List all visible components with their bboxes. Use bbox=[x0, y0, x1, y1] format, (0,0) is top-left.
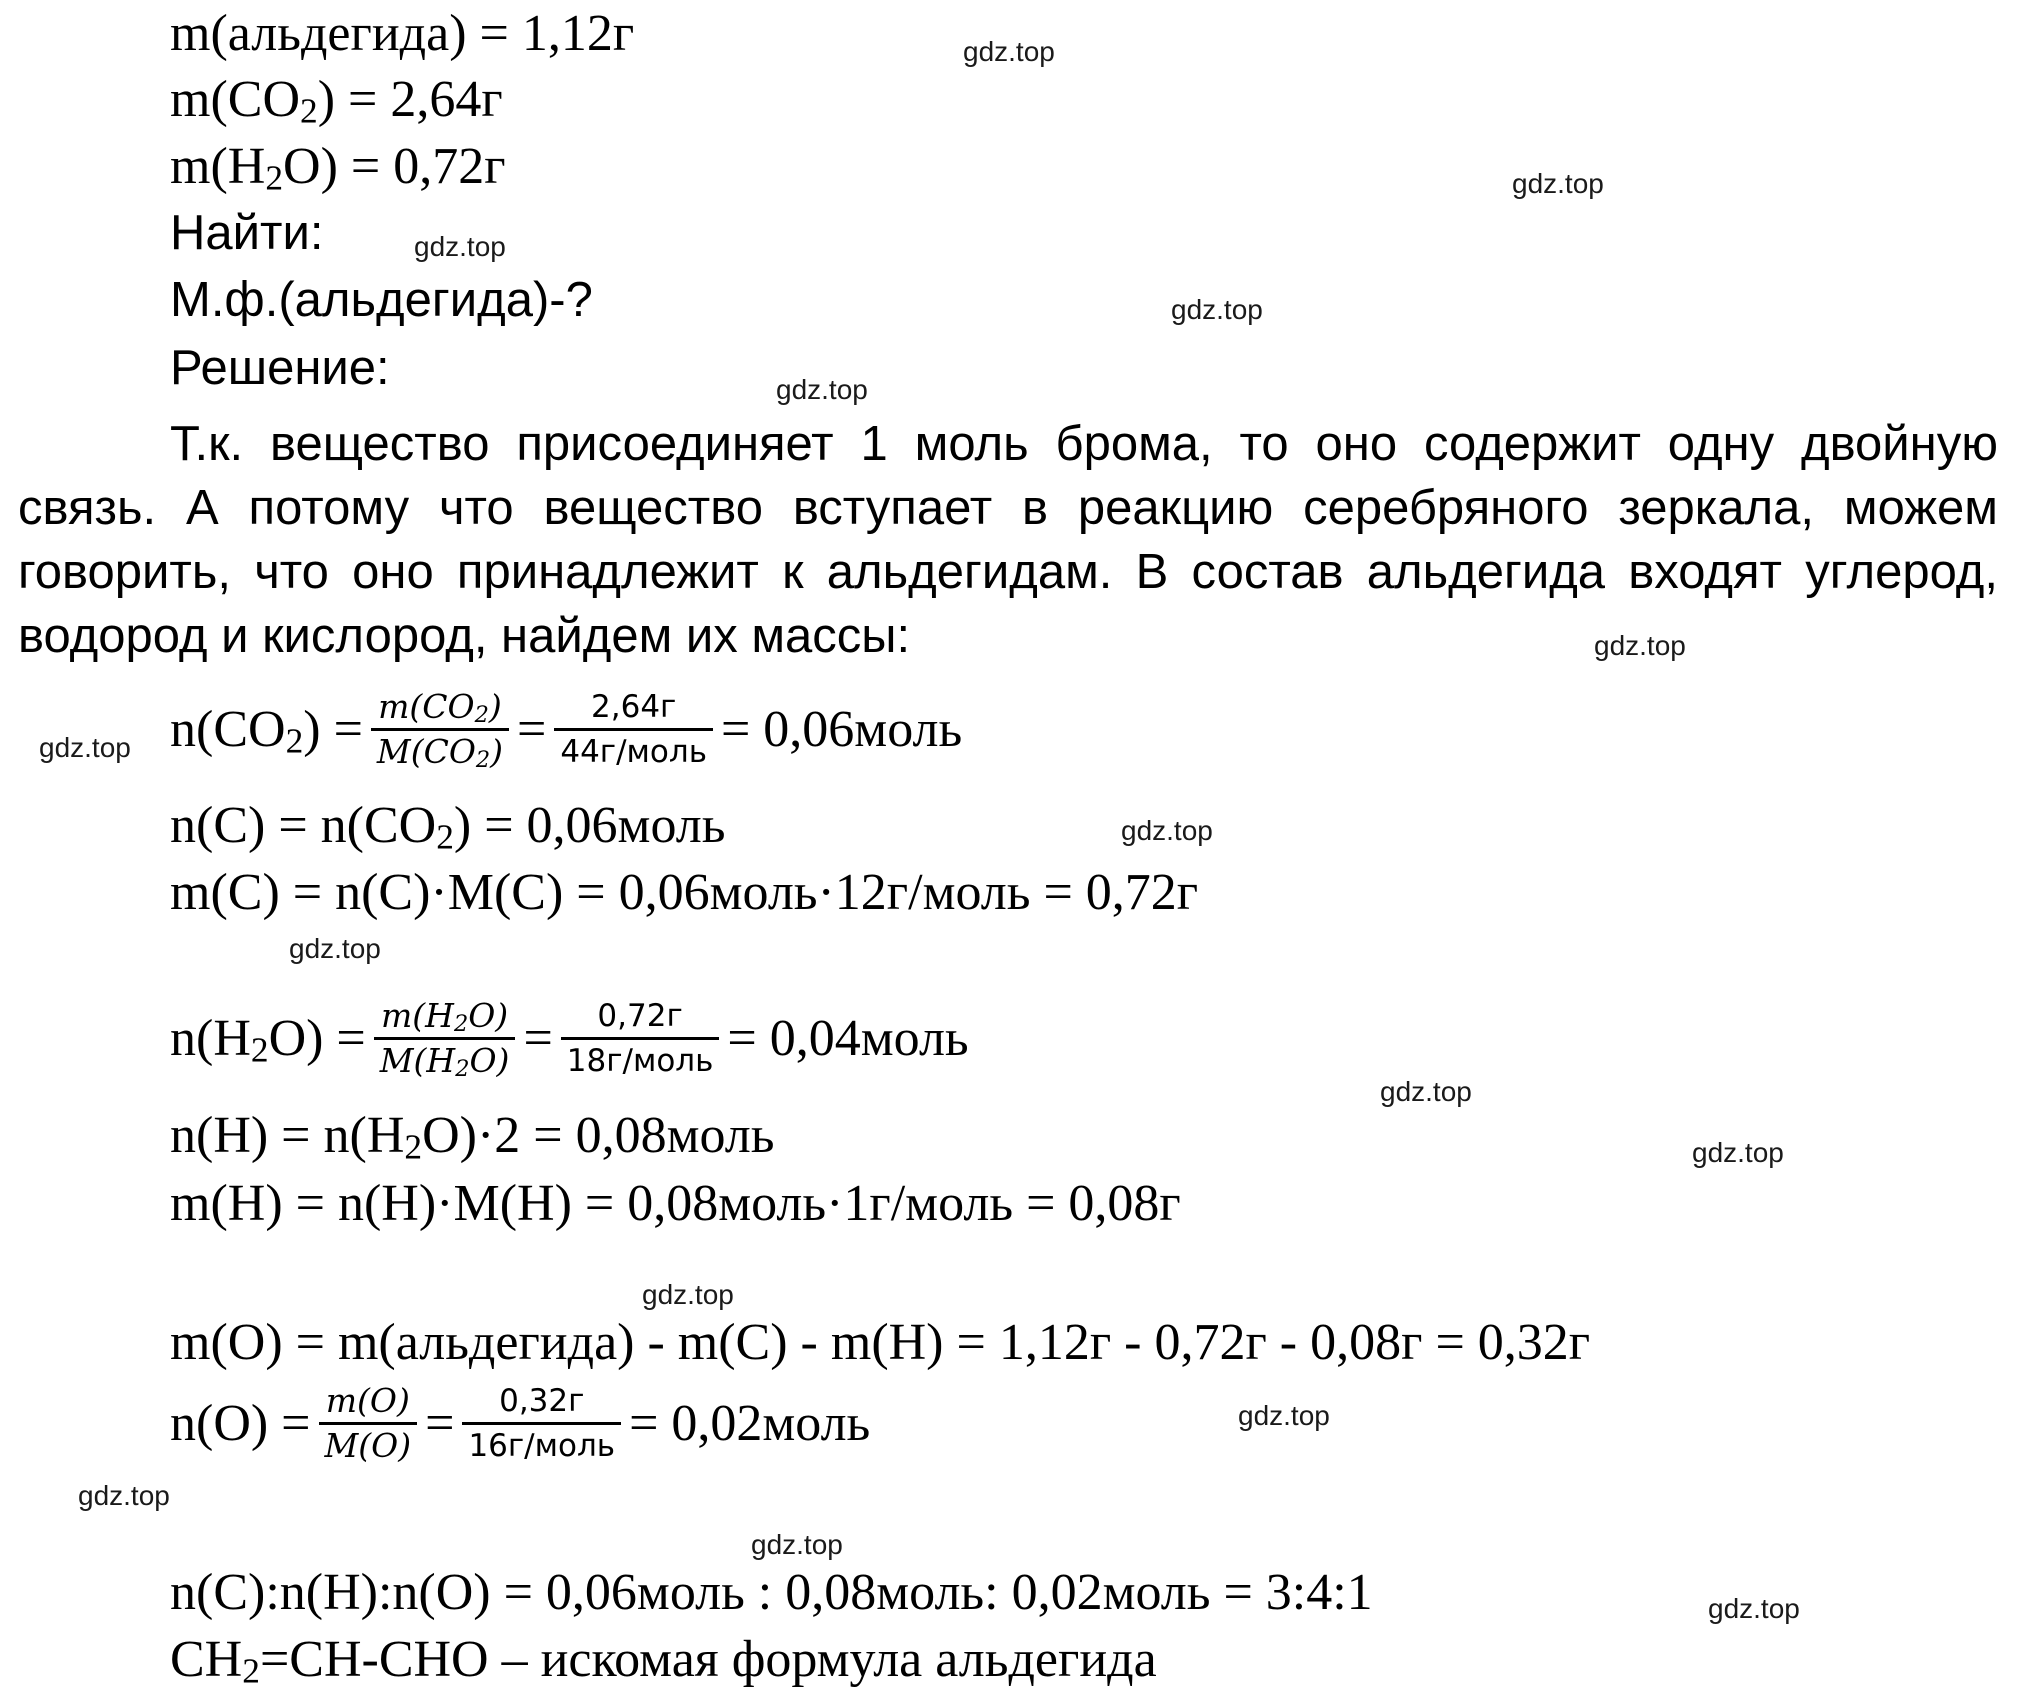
watermark: gdz.top bbox=[1121, 815, 1213, 846]
equation-m-o: m(O) = m(альдегида) - m(C) - m(H) = 1,12г - 0,72г - 0,08г = 0,32г bbox=[170, 1314, 1591, 1371]
watermark: gdz.top bbox=[963, 36, 1055, 67]
watermark: gdz.top bbox=[1594, 630, 1686, 661]
fraction-mass-over-molar-h2o: $\frac{m(H_2O)}{M(H_2O)}$ bbox=[374, 995, 516, 1082]
watermark: gdz.top bbox=[751, 1529, 843, 1560]
watermark: gdz.top bbox=[78, 1480, 170, 1511]
fraction-values-co2: $\frac{2,64г}{\text{44г/моль}}$ bbox=[554, 686, 713, 773]
equation-n-co2: $n(CO_2)$ = $\frac{m(CO_2)}{M(CO_2)}$ = $\frac{2,64г}{\text{44г/моль}}$ = 0,06моль bbox=[170, 687, 963, 774]
equation-n-h: $n(H) = n(H_2O)\cdot 2$ = 0,08моль bbox=[170, 1107, 775, 1167]
result-formula: $CH_2=CH$-CHO – искомая формула альдегида bbox=[170, 1631, 1157, 1691]
equation-m-c: m(C) = n(C)·M(C) = 0,06моль·12г/моль = 0,72г bbox=[170, 864, 1199, 921]
given-aldehyde-mass: m(альдегида) = 1,12г bbox=[170, 5, 635, 62]
fraction-mass-over-molar-co2: $\frac{m(CO_2)}{M(CO_2)}$ bbox=[371, 686, 509, 773]
find-label: Найти: bbox=[170, 206, 324, 260]
explanation-paragraph: Т.к. вещество присоединяет 1 моль брома, то оно содержит одну двойную связь. А потому что вещество вступает в реакцию серебряного зеркала, можем говорить, что оно принадлежит к альдегидам. В состав альдегида входят углерод, водород и кислород, найдем их массы: bbox=[18, 417, 1998, 663]
watermark: gdz.top bbox=[1692, 1137, 1784, 1168]
watermark: gdz.top bbox=[1380, 1076, 1472, 1107]
watermark: gdz.top bbox=[1708, 1593, 1800, 1624]
watermark: gdz.top bbox=[1171, 294, 1263, 325]
watermark: gdz.top bbox=[642, 1279, 734, 1310]
watermark: gdz.top bbox=[776, 374, 868, 405]
fraction-mass-over-molar-o: $\frac{m(O)}{M(O)}$ bbox=[319, 1380, 418, 1467]
given-h2o-mass: $m(H_2O) = 0,72г$ bbox=[170, 138, 506, 198]
equation-mole-ratio: n(C):n(H):n(O) = 0,06моль : 0,08моль: 0,02моль = 3:4:1 bbox=[170, 1564, 1373, 1621]
watermark: gdz.top bbox=[1512, 168, 1604, 199]
fraction-values-h2o: $\frac{0,72г}{\text{18г/моль}}$ bbox=[561, 995, 720, 1082]
solution-label: Решение: bbox=[170, 341, 390, 395]
equation-n-o: n(O) = $\frac{m(O)}{M(O)}$ = $\frac{0,32г}{\text{16г/моль}}$ = 0,02моль bbox=[170, 1381, 871, 1465]
equation-n-h2o: $n(H_2O)$ = $\frac{m(H_2O)}{M(H_2O)}$ = $\frac{0,72г}{\text{18г/моль}}$ = 0,04моль bbox=[170, 996, 969, 1083]
fraction-values-o: $\frac{0,32г}{\text{16г/моль}}$ bbox=[462, 1380, 621, 1467]
watermark: gdz.top bbox=[1238, 1400, 1330, 1431]
equation-n-c: $n(C) = n(CO_2)$ = 0,06моль bbox=[170, 797, 726, 857]
watermark: gdz.top bbox=[39, 732, 131, 763]
find-value: М.ф.(альдегида)-? bbox=[170, 273, 593, 327]
watermark: gdz.top bbox=[289, 933, 381, 964]
equation-m-h: m(H) = n(H)·M(H) = 0,08моль·1г/моль = 0,08г bbox=[170, 1175, 1181, 1232]
given-co2-mass: $m(CO_2) = 2,64г$ bbox=[170, 71, 503, 131]
watermark: gdz.top bbox=[414, 231, 506, 262]
